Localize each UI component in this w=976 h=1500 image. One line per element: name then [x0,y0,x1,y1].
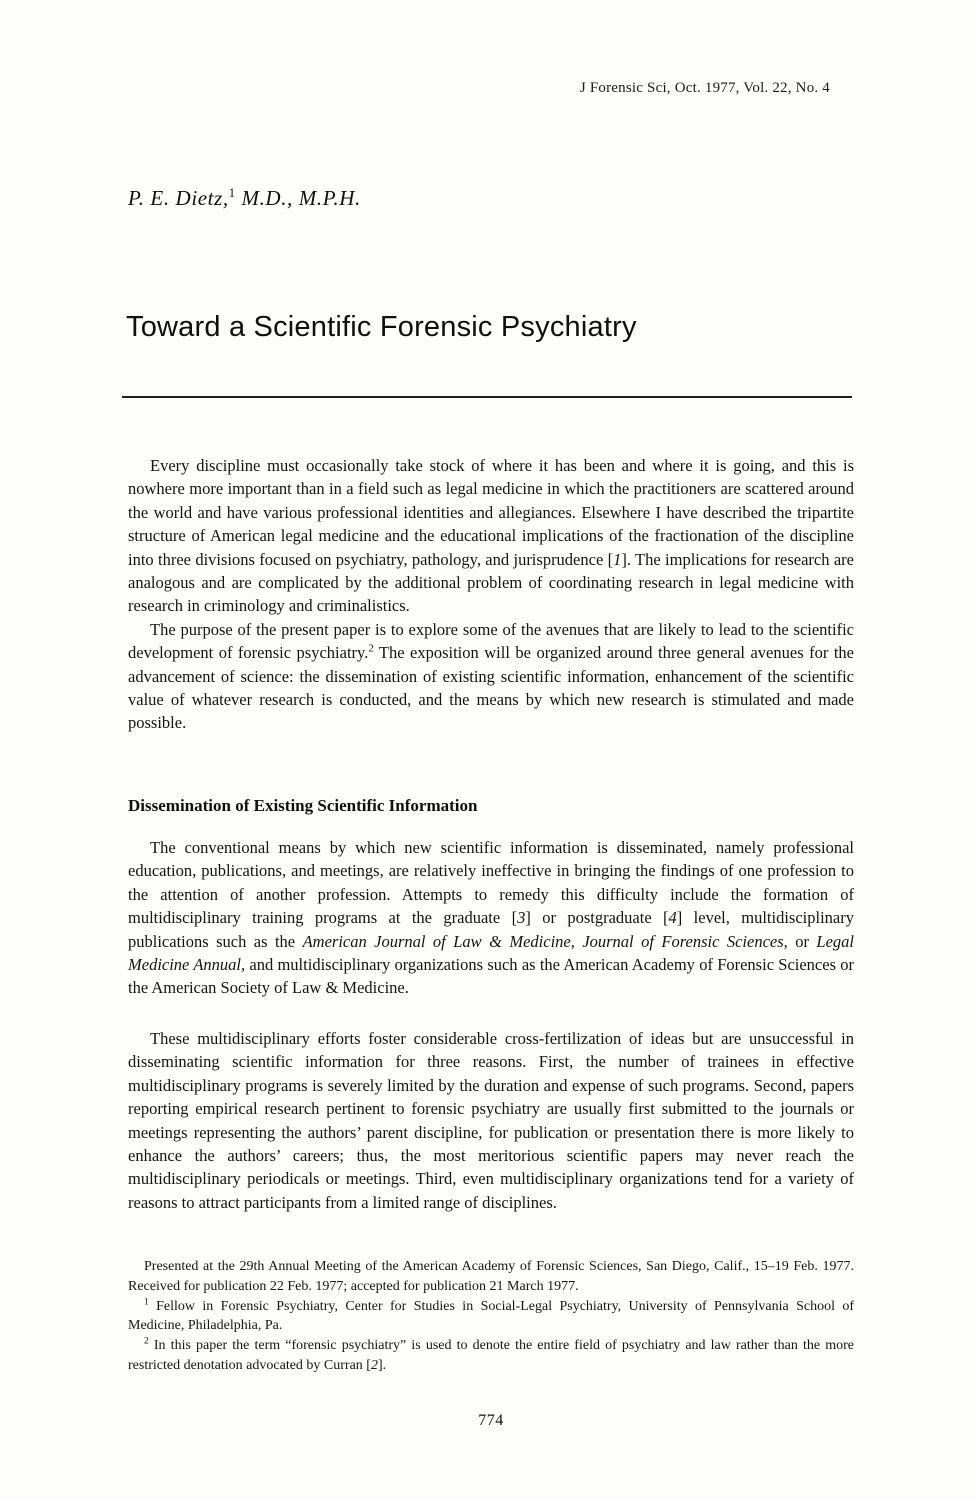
author-line: P. E. Dietz,$^1$ M.D., M.P.H. [128,186,361,210]
footnote-2: $^2$ In this paper the term “forensic psychiatry” is used to denote the entire field of psychiatry and law rather than the more restricted denotation advocated by Curran [2]. [128,1336,854,1373]
section-paragraph-1: The conventional means by which new scientific information is disseminated, namely professional education, publications, and meetings, are relatively ineffective in bringing the findings of one profession to the attention of another profession. Attempts to remedy this difficulty include the formation of multidisciplinary training programs at the graduate [3] or postgraduate [4] level, multidisciplinary publications such as the American Journal of Law & Medicine, Journal of Forensic Sciences, or Legal Medicine Annual, and multidisciplinary organizations such as the American Academy of Forensic Sciences or the American Society of Law & Medicine. [128,838,854,998]
journal-reference: J Forensic Sci, Oct. 1977, Vol. 22, No. 4 [579,80,830,96]
section-body-part-2 [128,1027,854,1214]
page-number: 774 [478,1412,504,1429]
footnote-presented: Presented at the 29th Annual Meeting of the American Academy of Forensic Sciences, San Diego, Calif., 15–19 Feb. 1977. Received for publication 22 Feb. 1977; accepted for publication 21 March 1977. [128,1259,854,1294]
article-title: Toward a Scientific Forensic Psychiatry [126,311,637,344]
intro-section [128,454,854,735]
section-heading-dissemination: Dissemination of Existing Scientific Information [128,796,478,815]
intro-paragraph-1: Every discipline must occasionally take stock of where it has been and where it is going, and this is nowhere more important than in a field such as legal medicine in which the practitioners are scattered around the world and have various professional identities and allegiances. Elsewhere I have described the tripartite structure of American legal medicine and the educational implications of the fractionation of the discipline into three divisions focused on psychiatry, pathology, and jurisprudence [1]. The implications for research are analogous and are complicated by the additional problem of coordinating research in legal medicine with research in criminology and criminalistics. [128,456,854,616]
section-paragraph-2: These multidisciplinary efforts foster considerable cross-fertilization of ideas but are unsuccessful in disseminating scientific information for three reasons. First, the number of trainees in effective multidisciplinary programs is severely limited by the duration and expense of such programs. Second, papers reporting empirical research pertinent to forensic psychiatry are usually first submitted to the journals or meetings representing the authors’ parent discipline, for publication or presentation there is more likely to enhance the authors’ careers; thus, the most meritorious scientific papers may never reach the multidisciplinary periodicals or meetings. Third, even multidisciplinary organizations tend for a variety of reasons to attract participants from a limited range of disciplines. [128,1029,854,1212]
intro-paragraph-2: The purpose of the present paper is to explore some of the avenues that are likely to lead to the scientific development of forensic psychiatry.$^2$ The exposition will be organized around three general avenues for the advancement of science: the dissemination of existing scientific information, enhancement of the scientific value of whatever research is conducted, and the means by which new research is stimulated and made possible. [128,619,854,733]
footnote-1: $^1$ Fellow in Forensic Psychiatry, Center for Studies in Social-Legal Psychiatry, University of Pennsylvania School of Medicine, Philadelphia, Pa. [128,1296,854,1334]
section-body-part-1 [128,836,854,1000]
title-divider-rule [122,396,852,398]
footnotes-block [128,1257,854,1376]
